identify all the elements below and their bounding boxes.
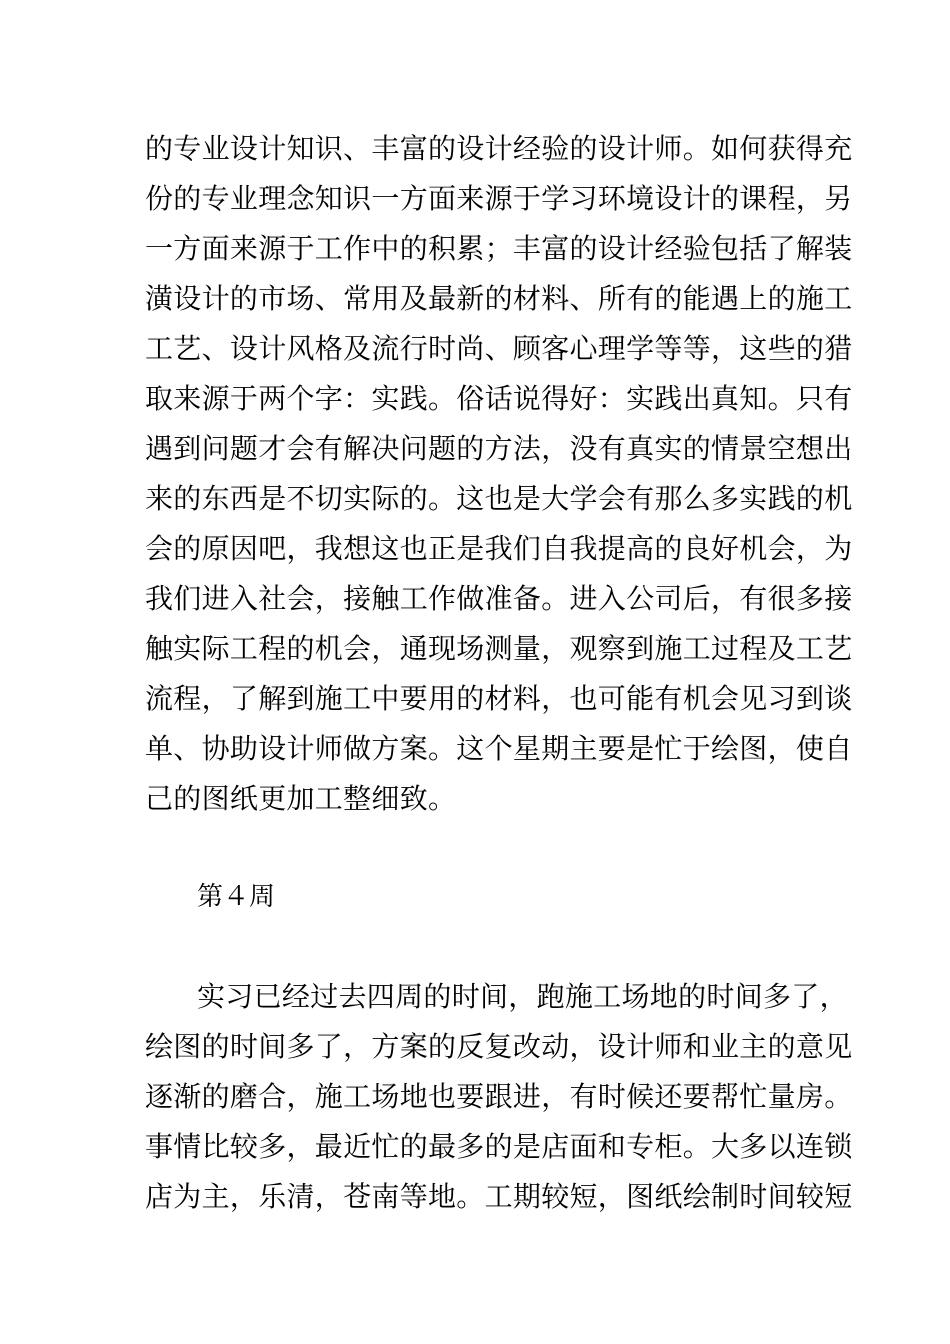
section-heading: 第４周 bbox=[197, 882, 276, 912]
paragraph-line: 流程，了解到施工中要用的材料，也可能有机会见习到谈 bbox=[145, 682, 853, 715]
paragraph-line: 的专业设计知识、丰富的设计经验的设计师。如何获得充 bbox=[145, 132, 853, 165]
paragraph-line: 店为主，乐清，苍南等地。工期较短，图纸绘制时间较短 bbox=[145, 1180, 853, 1213]
paragraph-line: 逐渐的磨合，施工场地也要跟进，有时候还要帮忙量房。 bbox=[145, 1080, 853, 1113]
paragraph-line: 触实际工程的机会，通现场测量，观察到施工过程及工艺 bbox=[145, 632, 853, 665]
paragraph-line: 份的专业理念知识一方面来源于学习环境设计的课程，另 bbox=[145, 182, 853, 215]
paragraph-line: 会的原因吧，我想这也正是我们自我提高的良好机会，为 bbox=[145, 532, 853, 565]
paragraph-line: 一方面来源于工作中的积累；丰富的设计经验包括了解装 bbox=[145, 232, 853, 265]
paragraph-line: 潢设计的市场、常用及最新的材料、所有的能遇上的施工 bbox=[145, 282, 853, 315]
paragraph-line: 实习已经过去四周的时间，跑施工场地的时间多了， bbox=[197, 980, 848, 1013]
paragraph-line: 单、协助设计师做方案。这个星期主要是忙于绘图，使自 bbox=[145, 732, 853, 765]
paragraph-line: 来的东西是不切实际的。这也是大学会有那么多实践的机 bbox=[145, 482, 853, 515]
paragraph-line: 遇到问题才会有解决问题的方法，没有真实的情景空想出 bbox=[145, 432, 853, 465]
paragraph-line: 我们进入社会，接触工作做准备。进入公司后，有很多接 bbox=[145, 582, 853, 615]
paragraph-line: 工艺、设计风格及流行时尚、顾客心理学等等，这些的猎 bbox=[145, 332, 853, 365]
paragraph-line: 绘图的时间多了，方案的反复改动，设计师和业主的意见 bbox=[145, 1030, 853, 1063]
paragraph-line: 事情比较多，最近忙的最多的是店面和专柜。大多以连锁 bbox=[145, 1130, 853, 1163]
paragraph-line: 取来源于两个字：实践。俗话说得好：实践出真知。只有 bbox=[145, 382, 853, 415]
paragraph-line: 己的图纸更加工整细致。 bbox=[145, 782, 457, 815]
